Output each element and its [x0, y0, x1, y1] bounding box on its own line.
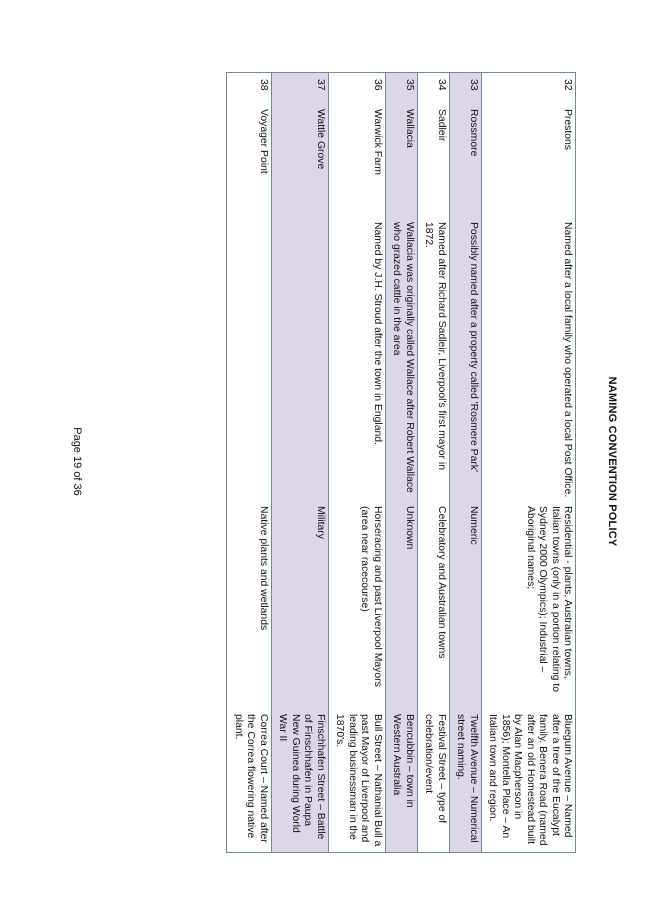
suburb-name: Voyager Point: [227, 105, 271, 218]
name-origin: Named after Richard Sadleir, Liverpool's first mayor in 1872.: [417, 218, 449, 502]
table-row: [481, 73, 575, 853]
row-number: 32: [481, 73, 575, 106]
street-examples: Festival Street – type of celebration/event: [417, 710, 449, 853]
street-theme: Native plants and wetlands: [227, 502, 271, 710]
street-theme: Numeric: [449, 502, 481, 710]
suburb-name: Wallacia: [385, 105, 417, 218]
street-theme: Celebratory and Australian towns: [417, 502, 449, 710]
street-theme: Military: [271, 502, 328, 710]
row-number: 38: [227, 73, 271, 106]
table-row: [449, 73, 481, 853]
name-origin: [271, 218, 328, 502]
street-examples: Finschhafen Street – Battle of Finschhafen in Paupa New Guinea during World War II: [271, 710, 328, 853]
name-origin: Possibly named after a property called 'Rosmere Park': [449, 218, 481, 502]
table-row: [385, 73, 417, 853]
page-title: NAMING CONVENTION POLICY: [606, 376, 618, 547]
table-row: [227, 73, 271, 853]
street-examples: Bencubbin – town in Western Australia: [385, 710, 417, 853]
table-row: [271, 73, 328, 853]
street-theme: Unknown: [385, 502, 417, 710]
street-examples: Bluegum Avenue – Named after a tree of the Eucalypt family. Benera Road (named after an old Homestead built by Alan Macpherson in 1856); Montella Place – An Italian town and region.: [481, 710, 575, 853]
street-theme: Residential - plants, Australian towns, Italian towns (only in a portion relating to Sydney 2000 Olympics); Industrial – Aboriginal names;: [481, 502, 575, 710]
suburb-name: Warwick Farm: [328, 105, 385, 218]
page-number: Page 19 of 36: [71, 427, 83, 496]
street-examples: Twelfth Avenue – Numerical street naming.: [449, 710, 481, 853]
suburb-name: Prestons: [481, 105, 575, 218]
row-number: 33: [449, 73, 481, 106]
name-origin: Named by J.H. Stroud after the town in England.: [328, 218, 385, 502]
street-theme: Horseracing and past Liverpool Mayors (area near racecourse): [328, 502, 385, 710]
row-number: 36: [328, 73, 385, 106]
street-examples: Correa Court – Named after the Correa flowering native plant.: [227, 710, 271, 853]
row-number: 34: [417, 73, 449, 106]
suburb-name: Rossmore: [449, 105, 481, 218]
table-row: [417, 73, 449, 853]
name-origin: Named after a local family who operated a local Post Office.: [481, 218, 575, 502]
naming-table: [226, 72, 576, 853]
name-origin: Wallacia was originally called Wallace after Robert Wallace who grazed cattle in the area: [385, 218, 417, 502]
table-row: [328, 73, 385, 853]
suburb-name: Wattle Grove: [271, 105, 328, 218]
row-number: 35: [385, 73, 417, 106]
suburb-name: Sadleir: [417, 105, 449, 218]
name-origin: [227, 218, 271, 502]
street-examples: Bull Street – Nathanial Bull a past Mayor of Liverpool and leading businessman in the 1870's.: [328, 710, 385, 853]
row-number: 37: [271, 73, 328, 106]
